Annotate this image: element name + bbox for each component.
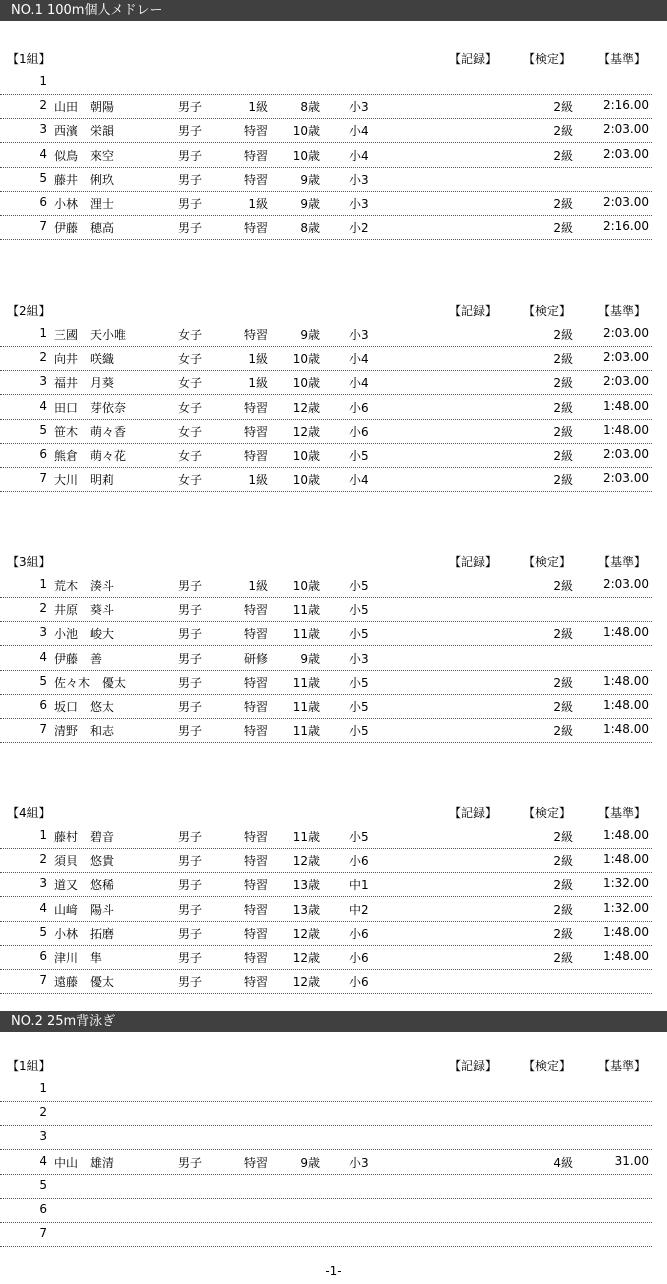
standard-time: 2:03.00 <box>602 471 649 485</box>
event-title-bar <box>0 1011 667 1032</box>
record-header: 【記録】 <box>449 1059 498 1073</box>
standard-time: 1:32.00 <box>602 901 649 915</box>
standard-header: 【基準】 <box>598 52 647 66</box>
kentei-header: 【検定】 <box>523 52 572 66</box>
class-level: 特習 <box>243 221 268 235</box>
lane-number: 1 <box>39 577 47 591</box>
school-grade: 小4 <box>349 376 369 390</box>
lane-number: 5 <box>39 171 47 185</box>
swimmer-name: 笹木 萌々香 <box>54 425 127 439</box>
standard-time: 2:03.00 <box>602 447 649 461</box>
standard-time: 1:48.00 <box>602 852 649 866</box>
class-level: 特習 <box>243 449 268 463</box>
swimmer-name: 伊藤 善 <box>54 652 103 666</box>
kentei-header: 【検定】 <box>523 1059 572 1073</box>
class-level: 特習 <box>243 328 268 342</box>
standard-time: 1:32.00 <box>602 876 649 890</box>
school-grade: 小3 <box>349 197 369 211</box>
kentei-header: 【検定】 <box>523 304 572 318</box>
heat-label: 【1組】 <box>7 1059 51 1073</box>
event-title: NO.2 25m背泳ぎ <box>11 1014 116 1029</box>
swimmer-name: 藤井 俐玖 <box>54 173 115 187</box>
age: 11歳 <box>292 724 320 738</box>
kentei-header: 【検定】 <box>523 806 572 820</box>
kentei-header: 【検定】 <box>523 555 572 569</box>
school-grade: 小5 <box>349 724 369 738</box>
lane-number: 7 <box>39 1226 47 1240</box>
age: 12歳 <box>292 951 320 965</box>
school-grade: 小4 <box>349 473 369 487</box>
kentei-level: 2級 <box>553 100 573 114</box>
school-grade: 小6 <box>349 854 369 868</box>
standard-header: 【基準】 <box>598 555 647 569</box>
lane-number: 5 <box>39 674 47 688</box>
lane-number: 7 <box>39 973 47 987</box>
kentei-level: 2級 <box>553 724 573 738</box>
age: 13歳 <box>292 903 320 917</box>
age: 9歳 <box>300 328 320 342</box>
standard-time: 2:03.00 <box>602 374 649 388</box>
age: 10歳 <box>292 449 320 463</box>
age: 12歳 <box>292 854 320 868</box>
swimmer-name: 遠藤 優太 <box>54 975 115 989</box>
standard-time: 1:48.00 <box>602 399 649 413</box>
heat-header <box>0 298 667 322</box>
swimmer-name: 須貝 悠貴 <box>54 854 115 868</box>
entry-row <box>0 215 652 240</box>
kentei-level: 2級 <box>553 927 573 941</box>
swimmer-name: 田口 芽依奈 <box>54 401 127 415</box>
age: 12歳 <box>292 401 320 415</box>
event-title: NO.1 100m個人メドレー <box>11 3 163 18</box>
age: 11歳 <box>292 676 320 690</box>
entry-row <box>0 1222 652 1247</box>
entry-row <box>0 118 652 143</box>
entry-row <box>0 621 652 646</box>
school-grade: 小3 <box>349 652 369 666</box>
school-grade: 小6 <box>349 425 369 439</box>
entry-row <box>0 143 652 168</box>
entry-row <box>0 718 652 743</box>
age: 9歳 <box>300 652 320 666</box>
swimmer-name: 山﨑 陽斗 <box>54 903 115 917</box>
lane-number: 2 <box>39 601 47 615</box>
age: 9歳 <box>300 173 320 187</box>
swimmer-name: 向井 咲織 <box>54 352 115 366</box>
swimmer-name: 荒木 湊斗 <box>54 579 115 593</box>
entry-row <box>0 848 652 873</box>
standard-time: 1:48.00 <box>602 925 649 939</box>
age: 11歳 <box>292 603 320 617</box>
gender: 女子 <box>178 473 203 487</box>
age: 12歳 <box>292 927 320 941</box>
standard-time: 2:03.00 <box>602 195 649 209</box>
lane-number: 3 <box>39 122 47 136</box>
entry-row <box>0 70 652 95</box>
lane-number: 4 <box>39 1154 47 1168</box>
entry-row <box>0 395 652 420</box>
kentei-level: 2級 <box>553 221 573 235</box>
swimmer-name: 福井 月葵 <box>54 376 115 390</box>
gender: 男子 <box>178 603 203 617</box>
school-grade: 中1 <box>349 878 369 892</box>
class-level: 1級 <box>248 100 268 114</box>
heat-label: 【1組】 <box>7 52 51 66</box>
age: 8歳 <box>300 221 320 235</box>
age: 10歳 <box>292 124 320 138</box>
school-grade: 小5 <box>349 579 369 593</box>
entry-row <box>0 322 652 347</box>
lane-number: 1 <box>39 326 47 340</box>
class-level: 特習 <box>243 603 268 617</box>
entry-row <box>0 167 652 192</box>
class-level: 特習 <box>243 951 268 965</box>
kentei-level: 2級 <box>553 149 573 163</box>
class-level: 特習 <box>243 627 268 641</box>
gender: 男子 <box>178 579 203 593</box>
school-grade: 小5 <box>349 830 369 844</box>
entry-row <box>0 443 652 468</box>
entry-row <box>0 1125 652 1150</box>
school-grade: 小6 <box>349 951 369 965</box>
age: 10歳 <box>292 376 320 390</box>
age: 10歳 <box>292 149 320 163</box>
age: 13歳 <box>292 878 320 892</box>
lane-number: 6 <box>39 949 47 963</box>
entry-row <box>0 191 652 216</box>
class-level: 特習 <box>243 878 268 892</box>
school-grade: 小4 <box>349 149 369 163</box>
swimmer-name: 津川 隼 <box>54 951 103 965</box>
heat-label: 【3組】 <box>7 555 51 569</box>
school-grade: 小6 <box>349 401 369 415</box>
lane-number: 1 <box>39 828 47 842</box>
gender: 男子 <box>178 197 203 211</box>
entry-row <box>0 646 652 671</box>
swimmer-name: 坂口 悠太 <box>54 700 115 714</box>
gender: 男子 <box>178 149 203 163</box>
kentei-level: 2級 <box>553 676 573 690</box>
class-level: 特習 <box>243 830 268 844</box>
gender: 男子 <box>178 100 203 114</box>
age: 10歳 <box>292 473 320 487</box>
swimmer-name: 藤村 碧音 <box>54 830 115 844</box>
kentei-level: 2級 <box>553 903 573 917</box>
age: 12歳 <box>292 975 320 989</box>
standard-time: 2:16.00 <box>602 98 649 112</box>
school-grade: 小3 <box>349 328 369 342</box>
age: 10歳 <box>292 352 320 366</box>
swimmer-name: 井原 葵斗 <box>54 603 115 617</box>
swimmer-name: 似鳥 來空 <box>54 149 115 163</box>
standard-time: 2:16.00 <box>602 219 649 233</box>
gender: 女子 <box>178 449 203 463</box>
standard-time: 2:03.00 <box>602 147 649 161</box>
age: 8歳 <box>300 100 320 114</box>
gender: 男子 <box>178 221 203 235</box>
gender: 女子 <box>178 401 203 415</box>
lane-number: 7 <box>39 722 47 736</box>
gender: 男子 <box>178 724 203 738</box>
swimmer-name: 小林 拓磨 <box>54 927 115 941</box>
swimmer-name: 大川 明莉 <box>54 473 115 487</box>
age: 12歳 <box>292 425 320 439</box>
school-grade: 小2 <box>349 221 369 235</box>
swimmer-name: 熊倉 萌々花 <box>54 449 127 463</box>
class-level: 特習 <box>243 1156 268 1170</box>
kentei-level: 2級 <box>553 700 573 714</box>
heat-label: 【2組】 <box>7 304 51 318</box>
lane-number: 7 <box>39 471 47 485</box>
kentei-level: 2級 <box>553 352 573 366</box>
class-level: 特習 <box>243 149 268 163</box>
class-level: 特習 <box>243 975 268 989</box>
lane-number: 3 <box>39 625 47 639</box>
age: 9歳 <box>300 197 320 211</box>
class-level: 特習 <box>243 425 268 439</box>
heat-header <box>0 1053 667 1077</box>
gender: 男子 <box>178 830 203 844</box>
standard-header: 【基準】 <box>598 304 647 318</box>
kentei-level: 2級 <box>553 449 573 463</box>
kentei-level: 2級 <box>553 473 573 487</box>
entry-row <box>0 419 652 444</box>
lane-number: 4 <box>39 901 47 915</box>
school-grade: 小4 <box>349 352 369 366</box>
entry-row <box>0 573 652 598</box>
kentei-level: 2級 <box>553 830 573 844</box>
event-title-bar <box>0 0 667 21</box>
heat-header <box>0 549 667 573</box>
lane-number: 7 <box>39 219 47 233</box>
kentei-level: 2級 <box>553 425 573 439</box>
standard-time: 1:48.00 <box>602 423 649 437</box>
gender: 女子 <box>178 328 203 342</box>
kentei-level: 2級 <box>553 197 573 211</box>
school-grade: 小3 <box>349 100 369 114</box>
gender: 男子 <box>178 627 203 641</box>
entry-row <box>0 969 652 994</box>
standard-header: 【基準】 <box>598 806 647 820</box>
entry-row <box>0 1150 652 1175</box>
standard-time: 1:48.00 <box>602 698 649 712</box>
standard-time: 2:03.00 <box>602 577 649 591</box>
age: 11歳 <box>292 700 320 714</box>
kentei-level: 2級 <box>553 376 573 390</box>
class-level: 研修 <box>243 652 268 666</box>
kentei-level: 2級 <box>553 124 573 138</box>
lane-number: 2 <box>39 350 47 364</box>
standard-time: 2:03.00 <box>602 326 649 340</box>
class-level: 特習 <box>243 401 268 415</box>
record-header: 【記録】 <box>449 304 498 318</box>
lane-number: 3 <box>39 374 47 388</box>
gender: 男子 <box>178 124 203 138</box>
class-level: 特習 <box>243 700 268 714</box>
lane-number: 2 <box>39 98 47 112</box>
gender: 女子 <box>178 352 203 366</box>
age: 11歳 <box>292 830 320 844</box>
lane-number: 6 <box>39 447 47 461</box>
record-header: 【記録】 <box>449 806 498 820</box>
standard-time: 31.00 <box>614 1154 649 1168</box>
lane-number: 3 <box>39 876 47 890</box>
entry-row <box>0 597 652 622</box>
kentei-level: 2級 <box>553 854 573 868</box>
standard-time: 1:48.00 <box>602 828 649 842</box>
gender: 男子 <box>178 1156 203 1170</box>
kentei-level: 2級 <box>553 951 573 965</box>
entry-row <box>0 370 652 395</box>
standard-time: 1:48.00 <box>602 674 649 688</box>
standard-time: 1:48.00 <box>602 625 649 639</box>
heat-label: 【4組】 <box>7 806 51 820</box>
kentei-level: 2級 <box>553 878 573 892</box>
standard-time: 2:03.00 <box>602 122 649 136</box>
swimmer-name: 佐々木 優太 <box>54 676 127 690</box>
standard-time: 1:48.00 <box>602 949 649 963</box>
heat-header <box>0 800 667 824</box>
school-grade: 小6 <box>349 927 369 941</box>
class-level: 1級 <box>248 352 268 366</box>
gender: 男子 <box>178 173 203 187</box>
kentei-level: 2級 <box>553 627 573 641</box>
lane-number: 2 <box>39 852 47 866</box>
gender: 男子 <box>178 854 203 868</box>
gender: 男子 <box>178 903 203 917</box>
swimmer-name: 山田 朝陽 <box>54 100 115 114</box>
kentei-level: 2級 <box>553 401 573 415</box>
swimmer-name: 伊藤 穂高 <box>54 221 115 235</box>
entry-row <box>0 1101 652 1126</box>
school-grade: 小5 <box>349 676 369 690</box>
class-level: 特習 <box>243 124 268 138</box>
entry-row <box>0 921 652 946</box>
entry-row <box>0 1174 652 1199</box>
swimmer-name: 清野 和志 <box>54 724 115 738</box>
swimmer-name: 小林 浬士 <box>54 197 115 211</box>
class-level: 特習 <box>243 854 268 868</box>
school-grade: 小4 <box>349 124 369 138</box>
kentei-level: 4級 <box>553 1156 573 1170</box>
gender: 男子 <box>178 700 203 714</box>
entry-row <box>0 467 652 492</box>
kentei-level: 2級 <box>553 328 573 342</box>
gender: 男子 <box>178 878 203 892</box>
lane-number: 6 <box>39 698 47 712</box>
kentei-level: 2級 <box>553 579 573 593</box>
gender: 男子 <box>178 927 203 941</box>
school-grade: 小3 <box>349 1156 369 1170</box>
entry-row <box>0 670 652 695</box>
lane-number: 6 <box>39 1202 47 1216</box>
school-grade: 中2 <box>349 903 369 917</box>
entry-row <box>0 346 652 371</box>
entry-row <box>0 824 652 849</box>
gender: 男子 <box>178 975 203 989</box>
record-header: 【記録】 <box>449 52 498 66</box>
record-header: 【記録】 <box>449 555 498 569</box>
age: 10歳 <box>292 579 320 593</box>
entry-row <box>0 872 652 897</box>
lane-number: 4 <box>39 399 47 413</box>
entry-row <box>0 694 652 719</box>
standard-time: 1:48.00 <box>602 722 649 736</box>
class-level: 1級 <box>248 376 268 390</box>
class-level: 1級 <box>248 579 268 593</box>
school-grade: 小3 <box>349 173 369 187</box>
lane-number: 1 <box>39 1081 47 1095</box>
class-level: 特習 <box>243 724 268 738</box>
class-level: 特習 <box>243 903 268 917</box>
entry-row <box>0 897 652 922</box>
gender: 女子 <box>178 425 203 439</box>
swimmer-name: 道又 悠稀 <box>54 878 115 892</box>
heat-header <box>0 46 667 70</box>
standard-header: 【基準】 <box>598 1059 647 1073</box>
school-grade: 小5 <box>349 603 369 617</box>
page-number: -1- <box>325 1264 342 1278</box>
lane-number: 2 <box>39 1105 47 1119</box>
lane-number: 4 <box>39 650 47 664</box>
class-level: 特習 <box>243 676 268 690</box>
gender: 男子 <box>178 676 203 690</box>
school-grade: 小5 <box>349 700 369 714</box>
class-level: 特習 <box>243 173 268 187</box>
standard-time: 2:03.00 <box>602 350 649 364</box>
lane-number: 5 <box>39 925 47 939</box>
age: 11歳 <box>292 627 320 641</box>
gender: 男子 <box>178 652 203 666</box>
entry-row <box>0 1198 652 1223</box>
class-level: 1級 <box>248 473 268 487</box>
swimmer-name: 小池 峻大 <box>54 627 115 641</box>
entry-row <box>0 94 652 119</box>
gender: 女子 <box>178 376 203 390</box>
swimmer-name: 中山 雄清 <box>54 1156 115 1170</box>
lane-number: 5 <box>39 423 47 437</box>
lane-number: 1 <box>39 74 47 88</box>
class-level: 1級 <box>248 197 268 211</box>
lane-number: 4 <box>39 147 47 161</box>
age: 9歳 <box>300 1156 320 1170</box>
lane-number: 6 <box>39 195 47 209</box>
swimmer-name: 西濱 栄韻 <box>54 124 115 138</box>
entry-row <box>0 1077 652 1102</box>
school-grade: 小5 <box>349 449 369 463</box>
gender: 男子 <box>178 951 203 965</box>
lane-number: 5 <box>39 1178 47 1192</box>
lane-number: 3 <box>39 1129 47 1143</box>
class-level: 特習 <box>243 927 268 941</box>
entry-row <box>0 945 652 970</box>
school-grade: 小6 <box>349 975 369 989</box>
swimmer-name: 三國 天小唯 <box>54 328 127 342</box>
school-grade: 小5 <box>349 627 369 641</box>
